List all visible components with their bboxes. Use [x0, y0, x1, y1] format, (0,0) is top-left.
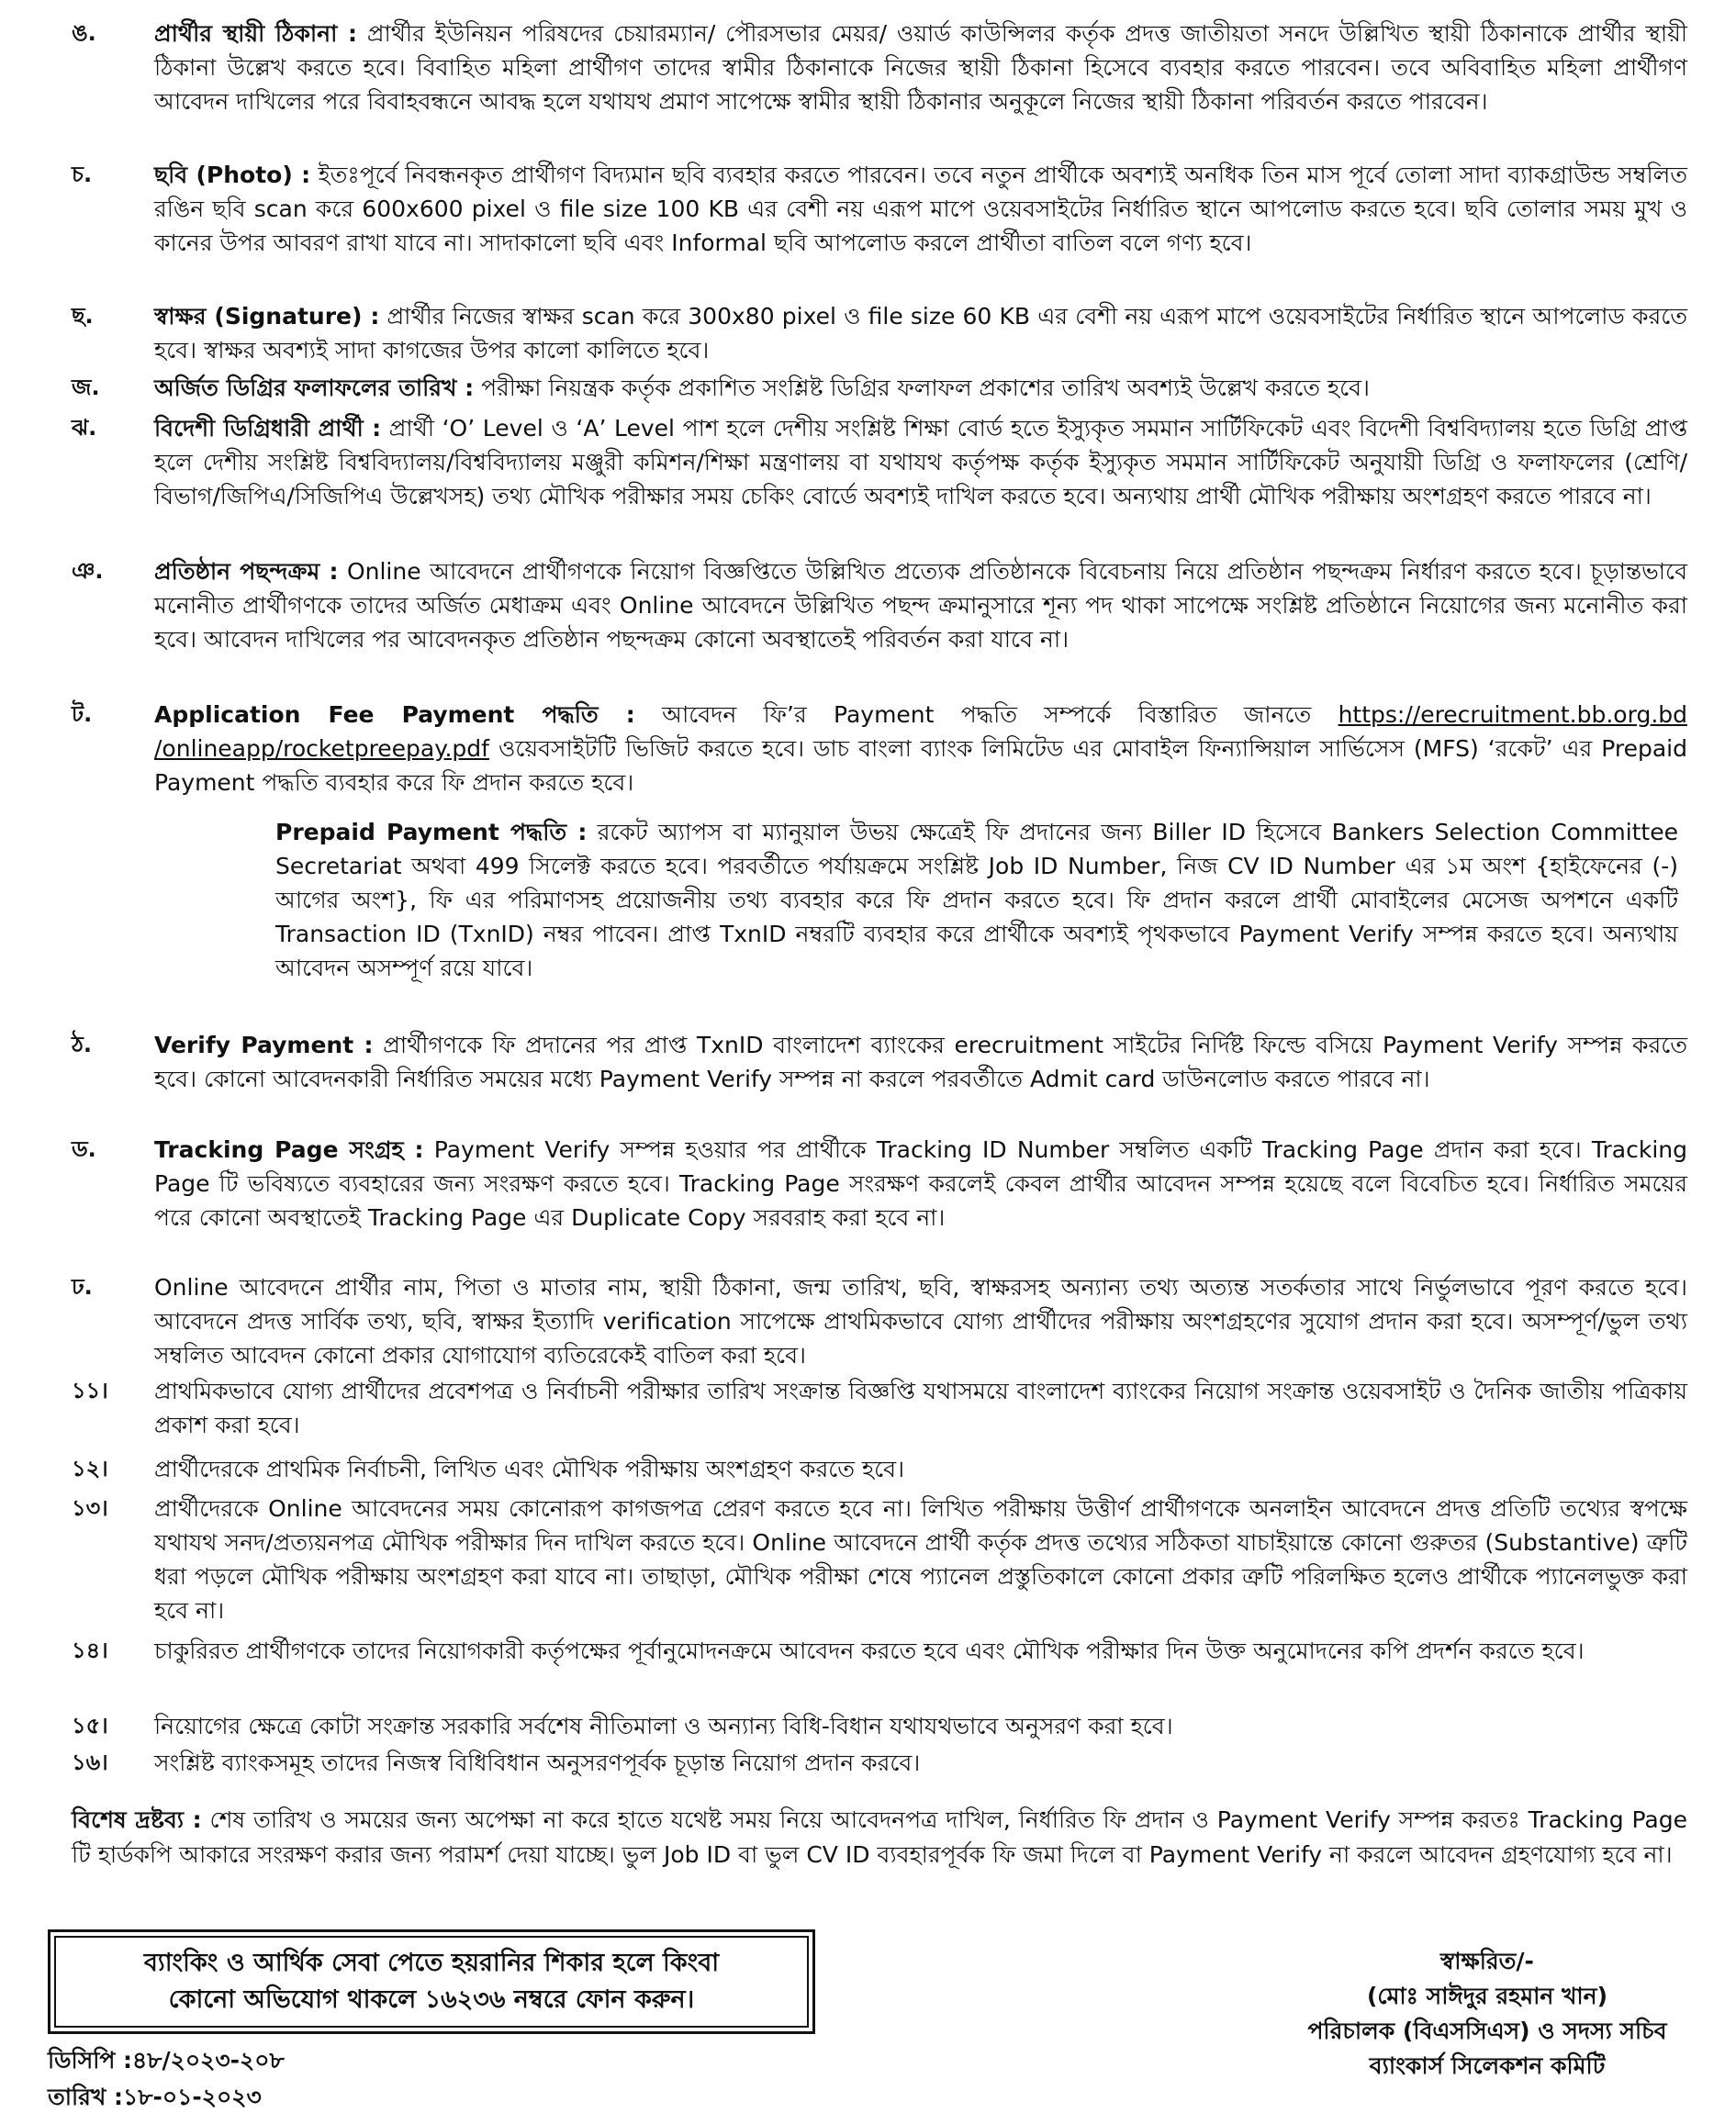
- item-label: Tracking Page সংগ্রহ :: [154, 1136, 424, 1163]
- item-label: ছবি (Photo) :: [154, 162, 311, 188]
- item-body: [154, 1270, 1687, 1372]
- memo-reference: ডিসিপি :৪৮/২০২৩-২০৮: [48, 2047, 285, 2074]
- item-text: ইতঃপূর্বে নিবন্ধনকৃত প্রার্থীগণ বিদ্যমান ছবি ব্যবহার করতে পারবেন। তবে নতুন প্রার্থীকে অবশ্যই অনধিক তিন মাস পূর্বে তোলা সাদা ব্যাকগ্রাউন্ড সম্বলিত রঙিন ছবি scan করে 600x600 pixel ও file size 100 KB এর বেশী নয় এরূপ মাপে ওয়েবসাইটের নির্ধারিত স্থানে আপলোড করতে হবে। ছবি তোলার সময় মুখ ও কানের উপর আবরণ রাখা যাবে না। সাদাকালো ছবি এবং Informal ছবি আপলোড করলে প্রার্থীতা বাতিল বলে গণ্য হবে।: [154, 162, 1687, 256]
- item-13: [72, 1492, 1687, 1627]
- item-label: Application Fee Payment পদ্ধতি :: [154, 701, 635, 728]
- item-marker: ঙ.: [72, 20, 96, 46]
- item-text: নিয়োগের ক্ষেত্রে কোটা সংক্রান্ত সরকারি সর্বশেষ নীতিমালা ও অন্যান্য বিধি-বিধান যথাযথভাবে অনুসরণ করা হবে।: [154, 1713, 1173, 1739]
- item-text: ওয়েবসাইটটি ভিজিট করতে হবে। ডাচ বাংলা ব্যাংক লিমিটেড এর মোবাইল ফিন্যান্সিয়াল সার্ভিসেস (MFS) ‘রকেট’ এর Prepaid Payment পদ্ধতি ব্যবহার করে ফি প্রদান করতে হবে।: [154, 735, 1687, 796]
- item-photo: [72, 158, 1687, 260]
- item-text: Online আবেদনে প্রার্থীগণকে নিয়োগ বিজ্ঞপ্তিতে উল্লিখিত প্রত্যেক প্রতিষ্ঠানকে বিবেচনায় নিয়ে প্রতিষ্ঠান পছন্দক্রম নির্ধারণ করতে হবে। চূড়ান্তভাবে মনোনীত প্রার্থীগণকে তাদের অর্জিত মেধাক্রম এবং Online আবেদনে উল্লিখিত পছন্দ ক্রমানুসারে শূন্য পদ থাকা সাপেক্ষে সংশ্লিষ্ট প্রতিষ্ঠানে নিয়োগের জন্য মনোনীত করা হবে। আবেদন দাখিলের পর আবেদনকৃত প্রতিষ্ঠান পছন্দক্রম কোনো অবস্থাতেই পরিবর্তন করা যাবে না।: [154, 558, 1687, 653]
- item-text: প্রার্থীদেরকে প্রাথমিক নির্বাচনী, লিখিত এবং মৌখিক পরীক্ষায় অংশগ্রহণ করতে হবে।: [154, 1456, 905, 1482]
- item-marker: ১৫।: [72, 1713, 108, 1738]
- complaint-hotline-box: [48, 1929, 815, 2034]
- item-marker: ১৪।: [72, 1638, 108, 1663]
- complaint-line-2: কোনো অভিযোগ থাকলে ১৬২৩৬ নম্বরে ফোন করুন।: [168, 1985, 695, 2014]
- item-body: [154, 554, 1687, 656]
- item-marker: জ.: [72, 374, 100, 400]
- item-online-application-info: [72, 1270, 1687, 1372]
- signature-block: [1249, 1944, 1726, 2084]
- item-text: প্রার্থীগণকে ফি প্রদানের পর প্রাপ্ত TxnID বাংলাদেশ ব্যাংকের erecruitment সাইটের নির্দিষ্ট ফিল্ডে বসিয়ে Payment Verify সম্পন্ন করতে হবে। কোনো আবেদনকারী নির্ধারিত সময়ের মধ্যে Payment Verify সম্পন্ন না করলে পরবর্তীতে Admit card ডাউনলোড করতে পারবে না।: [154, 1032, 1688, 1092]
- item-marker: ঝ.: [72, 415, 97, 441]
- item-body: [154, 1133, 1687, 1235]
- item-text: প্রার্থীদেরকে Online আবেদনের সময় কোনোরূপ কাগজপত্র প্রেরণ করতে হবে না। লিখিত পরীক্ষায় উত্তীর্ণ প্রার্থীগণকে অনলাইন আবেদনে প্রদত্ত প্রতিটি তথ্যের স্বপক্ষে যথাযথ সনদ/প্রত্যয়নপত্র মৌখিক পরীক্ষার দিন দাখিল করতে হবে। Online আবেদনে প্রার্থী কর্তৃক প্রদত্ত তথ্যের সঠিকতা যাচাইয়ান্তে কোনো গুরুতর (Substantive) ত্রুটি ধরা পড়লে মৌখিক পরীক্ষায় অংশগ্রহণ করা যাবে না। তাছাড়া, মৌখিক পরীক্ষা শেষে প্যানেল প্রস্তুতিকালে কোনো প্রকার ত্রুটি পরিলক্ষিত হলেও প্রার্থীকে প্যানেলভুক্ত করা হবে না।: [154, 1495, 1687, 1624]
- fee-info-link[interactable]: https://erecruitment.bb.org.bd /onlineapp/rocketpreepay.pdf: [154, 701, 1687, 762]
- item-16: [72, 1746, 1687, 1780]
- item-marker: ১২।: [72, 1456, 108, 1481]
- item-text: সংশ্লিষ্ট ব্যাংকসমূহ তাদের নিজস্ব বিধিবিধান অনুসরণপূর্বক চূড়ান্ত নিয়োগ প্রদান করবে।: [154, 1750, 921, 1776]
- item-label: Verify Payment :: [154, 1032, 374, 1058]
- item-body: [154, 299, 1687, 367]
- item-verify-payment: [72, 1028, 1687, 1096]
- item-text: চাকুরিরত প্রার্থীগণকে তাদের নিয়োগকারী কর্তৃপক্ষের পূর্বানুমোদনক্রমে আবেদন করতে হবে এবং মৌখিক পরীক্ষার দিন উক্ত অনুমোদনের কপি প্রদর্শন করতে হবে।: [154, 1638, 1585, 1664]
- item-marker: ১৬।: [72, 1750, 108, 1775]
- item-14: [72, 1634, 1687, 1668]
- item-label: স্বাক্ষর (Signature) :: [154, 303, 380, 330]
- item-label: প্রার্থীর স্থায়ী ঠিকানা :: [154, 20, 357, 47]
- item-text: Online আবেদনে প্রার্থীর নাম, পিতা ও মাতার নাম, স্থায়ী ঠিকানা, জন্ম তারিখ, ছবি, স্বাক্ষরসহ অন্যান্য তথ্য অত্যন্ত সতর্কতার সাথে নির্ভুলভাবে পূরণ করতে হবে। আবেদনে প্রদত্ত সার্বিক তথ্য, ছবি, স্বাক্ষর ইত্যাদি verification সাপেক্ষে প্রাথমিকভাবে যোগ্য প্রার্থীদের পরীক্ষায় অংশগ্রহণের সুযোগ প্রদান করা হবে। অসম্পূর্ণ/ভুল তথ্য সম্বলিত আবেদন কোনো প্রকার যোগাযোগ ব্যতিরেকেই বাতিল করা হবে।: [154, 1274, 1687, 1369]
- item-marker: ঠ.: [72, 1032, 92, 1057]
- item-text: প্রার্থীর ইউনিয়ন পরিষদের চেয়ারম্যান/ পৌরসভার মেয়র/ ওয়ার্ড কাউন্সিলর কর্তৃক প্রদত্ত জাতীয়তা সনদে উল্লিখিত স্থায়ী ঠিকানাকে প্রার্থীর স্থায়ী ঠিকানা উল্লেখ করতে হবে। বিবাহিত মহিলা প্রার্থীগণ তাদের স্বামীর ঠিকানাকে নিজের স্থায়ী ঠিকানা হিসেবে ব্যবহার করতে পারবেন। তবে অবিবাহিত মহিলা প্রার্থীগণ আবেদন দাখিলের পরে বিবাহবন্ধনে আবদ্ধ হলে যথাযথ প্রমাণ সাপেক্ষে স্বামীর স্থায়ী ঠিকানার অনুকূলে নিজের স্থায়ী ঠিকানা পরিবর্তন করতে পারবেন।: [154, 20, 1688, 115]
- signatory-name: (মোঃ সাঈদুর রহমান খান): [1366, 1983, 1608, 2009]
- item-body: [154, 698, 1687, 799]
- complaint-line-1: ব্যাংকিং ও আর্থিক সেবা পেতে হয়রানির শিকার হলে কিংবা: [143, 1949, 720, 1977]
- item-tracking-page: [72, 1133, 1687, 1235]
- item-signature: [72, 299, 1687, 367]
- item-marker: ট.: [72, 701, 93, 727]
- item-text: আবেদন ফি’র Payment পদ্ধতি সম্পর্কে বিস্তারিত জানতে: [662, 701, 1312, 728]
- item-fee-payment: [72, 698, 1687, 799]
- prepaid-payment-block: [275, 815, 1678, 985]
- item-body: [154, 411, 1687, 513]
- item-text: পরীক্ষা নিয়ন্ত্রক কর্তৃক প্রকাশিত সংশ্লিষ্ট ডিগ্রির ফলাফল প্রকাশের তারিখ অবশ্যই উল্লেখ করতে হবে।: [481, 374, 1370, 401]
- item-label: বিদেশী ডিগ্রিধারী প্রার্থী :: [154, 415, 382, 442]
- prepaid-text: রকেট অ্যাপস বা ম্যানুয়াল উভয় ক্ষেত্রেই ফি প্রদানের জন্য Biller ID হিসেবে Bankers Selection Committee Secretariat অথবা 499 সিলেক্ট করতে হবে। পরবর্তীতে পর্যায়ক্রমে সংশ্লিষ্ট Job ID Number, নিজ CV ID Number এর ১ম অংশ {হাইফেনের (-) আগের অংশ}, ফি এর পরিমাণসহ প্রয়োজনীয় তথ্য ব্যবহার করে ফি প্রদান করতে হবে। ফি প্রদান করলে প্রার্থী মোবাইলের মেসেজ অপশনে একটি Transaction ID (TxnID) নম্বর পাবেন। প্রাপ্ত TxnID নম্বরটি ব্যবহার করে প্রার্থীকে অবশ্যই পৃথকভাবে Payment Verify সম্পন্ন করতে হবে। অন্যথায় আবেদন অসম্পূর্ণ রয়ে যাবে।: [275, 819, 1678, 981]
- item-body: [154, 1028, 1687, 1096]
- item-marker: ঞ.: [72, 558, 104, 584]
- signature-signed: স্বাক্ষরিত/-: [1440, 1948, 1534, 1974]
- memo-date: তারিখ :১৮-০১-২০২৩: [48, 2084, 262, 2110]
- item-marker: ছ.: [72, 303, 94, 329]
- item-permanent-address: [72, 17, 1687, 118]
- signatory-title: পরিচালক (বিএসসিএস) ও সদস্য সচিব: [1307, 2018, 1667, 2044]
- item-marker: ড.: [72, 1136, 96, 1162]
- item-label: প্রতিষ্ঠান পছন্দক্রম :: [154, 558, 339, 585]
- item-marker: চ.: [72, 162, 93, 187]
- item-marker: ১৩।: [72, 1495, 108, 1521]
- item-marker: ১১।: [72, 1378, 108, 1403]
- item-11: [72, 1374, 1687, 1442]
- item-result-date: [72, 371, 1687, 405]
- item-foreign-degree: [72, 411, 1687, 513]
- item-text: Payment Verify সম্পন্ন হওয়ার পর প্রার্থীকে Tracking ID Number সম্বলিত একটি Tracking Page প্রদান করা হবে। Tracking Page টি ভবিষ্যতে ব্যবহারের জন্য সংরক্ষণ করতে হবে। Tracking Page সংরক্ষণ করলেই কেবল প্রার্থীর আবেদন সম্পন্ন হয়েছে বলে বিবেচিত হবে। নির্ধারিত সময়ের পরে কোনো অবস্থাতেই Tracking Page এর Duplicate Copy সরবরাহ করা হবে না।: [154, 1136, 1687, 1231]
- special-note: [72, 1803, 1687, 1872]
- signatory-organization: ব্যাংকার্স সিলেকশন কমিটি: [1369, 2052, 1606, 2079]
- item-12: [72, 1452, 1687, 1486]
- item-15: [72, 1709, 1687, 1743]
- item-marker: ঢ.: [72, 1274, 93, 1300]
- item-institution-preference: [72, 554, 1687, 656]
- item-body: [154, 371, 1687, 405]
- item-body: [154, 158, 1687, 260]
- item-body: [154, 17, 1687, 118]
- item-label: অর্জিত ডিগ্রির ফলাফলের তারিখ :: [154, 374, 475, 401]
- item-text: প্রার্থীর নিজের স্বাক্ষর scan করে 300x80 pixel ও file size 60 KB এর বেশী নয় এরূপ মাপে ওয়েবসাইটের নির্ধারিত স্থানে আপলোড করতে হবে। স্বাক্ষর অবশ্যই সাদা কাগজের উপর কালো কালিতে হবে।: [154, 303, 1687, 363]
- special-note-label: বিশেষ দ্রষ্টব্য :: [72, 1806, 202, 1833]
- item-text: প্রার্থী ‘O’ Level ও ‘A’ Level পাশ হলে দেশীয় সংশ্লিষ্ট শিক্ষা বোর্ড হতে ইস্যুকৃত সমমান সার্টিফিকেট এবং বিদেশী বিশ্ববিদ্যালয় হতে ডিগ্রি প্রাপ্ত হলে দেশীয় সংশ্লিষ্ট বিশ্ববিদ্যালয়/বিশ্ববিদ্যালয় মঞ্জুরী কমিশন/শিক্ষা মন্ত্রণালয় বা যথাযথ কর্তৃপক্ষ কর্তৃক ইস্যুকৃত সমমান সার্টিফিকেট অনুযায়ী ডিগ্রি ও ফলাফলের (শ্রেণি/ বিভাগ/জিপিএ/সিজিপিএ উল্লেখসহ) তথ্য মৌখিক পরীক্ষার সময় চেকিং বোর্ডে অবশ্যই দাখিল করতে হবে। অন্যথায় প্রার্থী মৌখিক পরীক্ষায় অংশগ্রহণ করতে পারবে না।: [154, 415, 1687, 509]
- item-text: প্রাথমিকভাবে যোগ্য প্রার্থীদের প্রবেশপত্র ও নির্বাচনী পরীক্ষার তারিখ সংক্রান্ত বিজ্ঞপ্তি যথাসময়ে বাংলাদেশ ব্যাংকের নিয়োগ সংক্রান্ত ওয়েবসাইট ও দৈনিক জাতীয় পত্রিকায় প্রকাশ করা হবে।: [154, 1378, 1687, 1438]
- special-note-text: শেষ তারিখ ও সময়ের জন্য অপেক্ষা না করে হাতে যথেষ্ট সময় নিয়ে আবেদনপত্র দাখিল, নির্ধারিত ফি প্রদান ও Payment Verify সম্পন্ন করতঃ Tracking Page টি হার্ডকপি আকারে সংরক্ষণ করার জন্য পরামর্শ দেয়া যাচ্ছে। ভুল Job ID বা ভুল CV ID ব্যবহারপূর্বক ফি জমা দিলে বা Payment Verify না করলে আবেদন গ্রহণযোগ্য হবে না।: [72, 1806, 1688, 1868]
- prepaid-label: Prepaid Payment পদ্ধতি :: [275, 819, 588, 845]
